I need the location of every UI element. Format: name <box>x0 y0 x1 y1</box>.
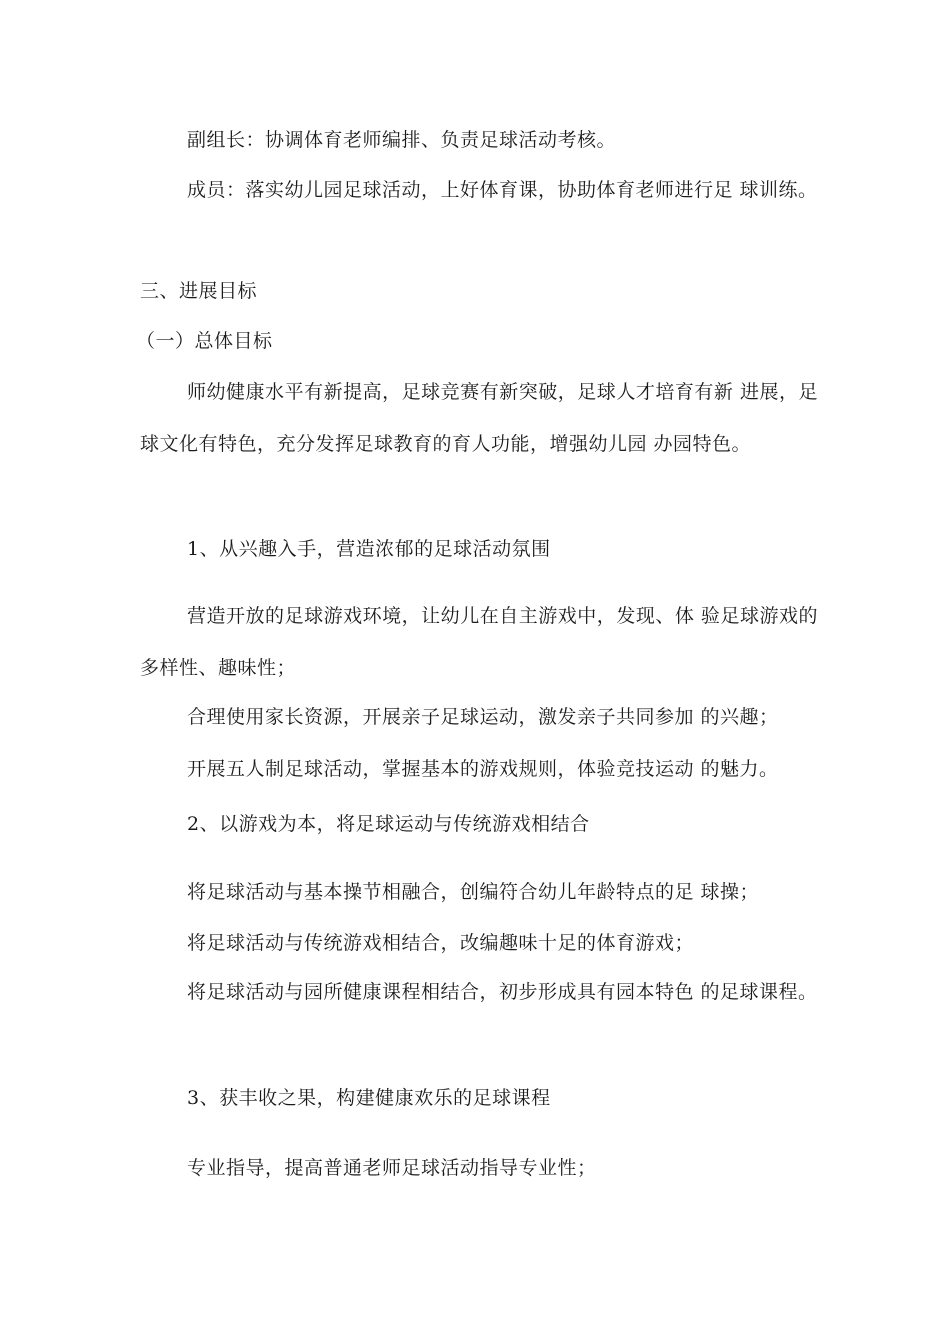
paragraph-item1-five-a-side: 开展五人制足球活动，掌握基本的游戏规则，体验竞技运动 的魅力。 <box>187 758 779 780</box>
paragraph-item3-guidance: 专业指导，提高普通老师足球活动指导专业性； <box>187 1157 597 1179</box>
paragraph-item2-exercise: 将足球活动与基本操节相融合，创编符合幼儿年龄特点的足 球操； <box>187 881 760 903</box>
section-heading-goals: 三、进展目标 <box>140 280 258 302</box>
paragraph-item2-curriculum: 将足球活动与园所健康课程相结合，初步形成具有园本特色 的足球课程。 <box>187 981 818 1003</box>
paragraph-item1-parents: 合理使用家长资源，开展亲子足球运动，激发亲子共同参加 的兴趣； <box>187 706 779 728</box>
subheading-overall-goal: （一）总体目标 <box>136 330 273 352</box>
paragraph-vice-leader: 副组长：协调体育老师编排、负责足球活动考核。 <box>187 129 617 151</box>
item-heading-2: 2、以游戏为本，将足球运动与传统游戏相结合 <box>187 813 590 835</box>
paragraph-overall-goal: 师幼健康水平有新提高，足球竞赛有新突破，足球人才培育有新 进展，足球文化有特色，充分发挥足球教育的育人功能，增强幼儿园 办园特色。 <box>140 381 818 455</box>
paragraph-members: 成员：落实幼儿园足球活动，上好体育课，协助体育老师进行足 球训练。 <box>187 179 818 201</box>
paragraph-item2-games: 将足球活动与传统游戏相结合，改编趣味十足的体育游戏； <box>187 932 695 954</box>
item-heading-3: 3、获丰收之果，构建健康欢乐的足球课程 <box>187 1087 551 1109</box>
item-heading-1: 1、从兴趣入手，营造浓郁的足球活动氛围 <box>187 538 551 560</box>
paragraph-item1-environment: 营造开放的足球游戏环境，让幼儿在自主游戏中，发现、体 验足球游戏的多样性、趣味性； <box>140 605 818 679</box>
